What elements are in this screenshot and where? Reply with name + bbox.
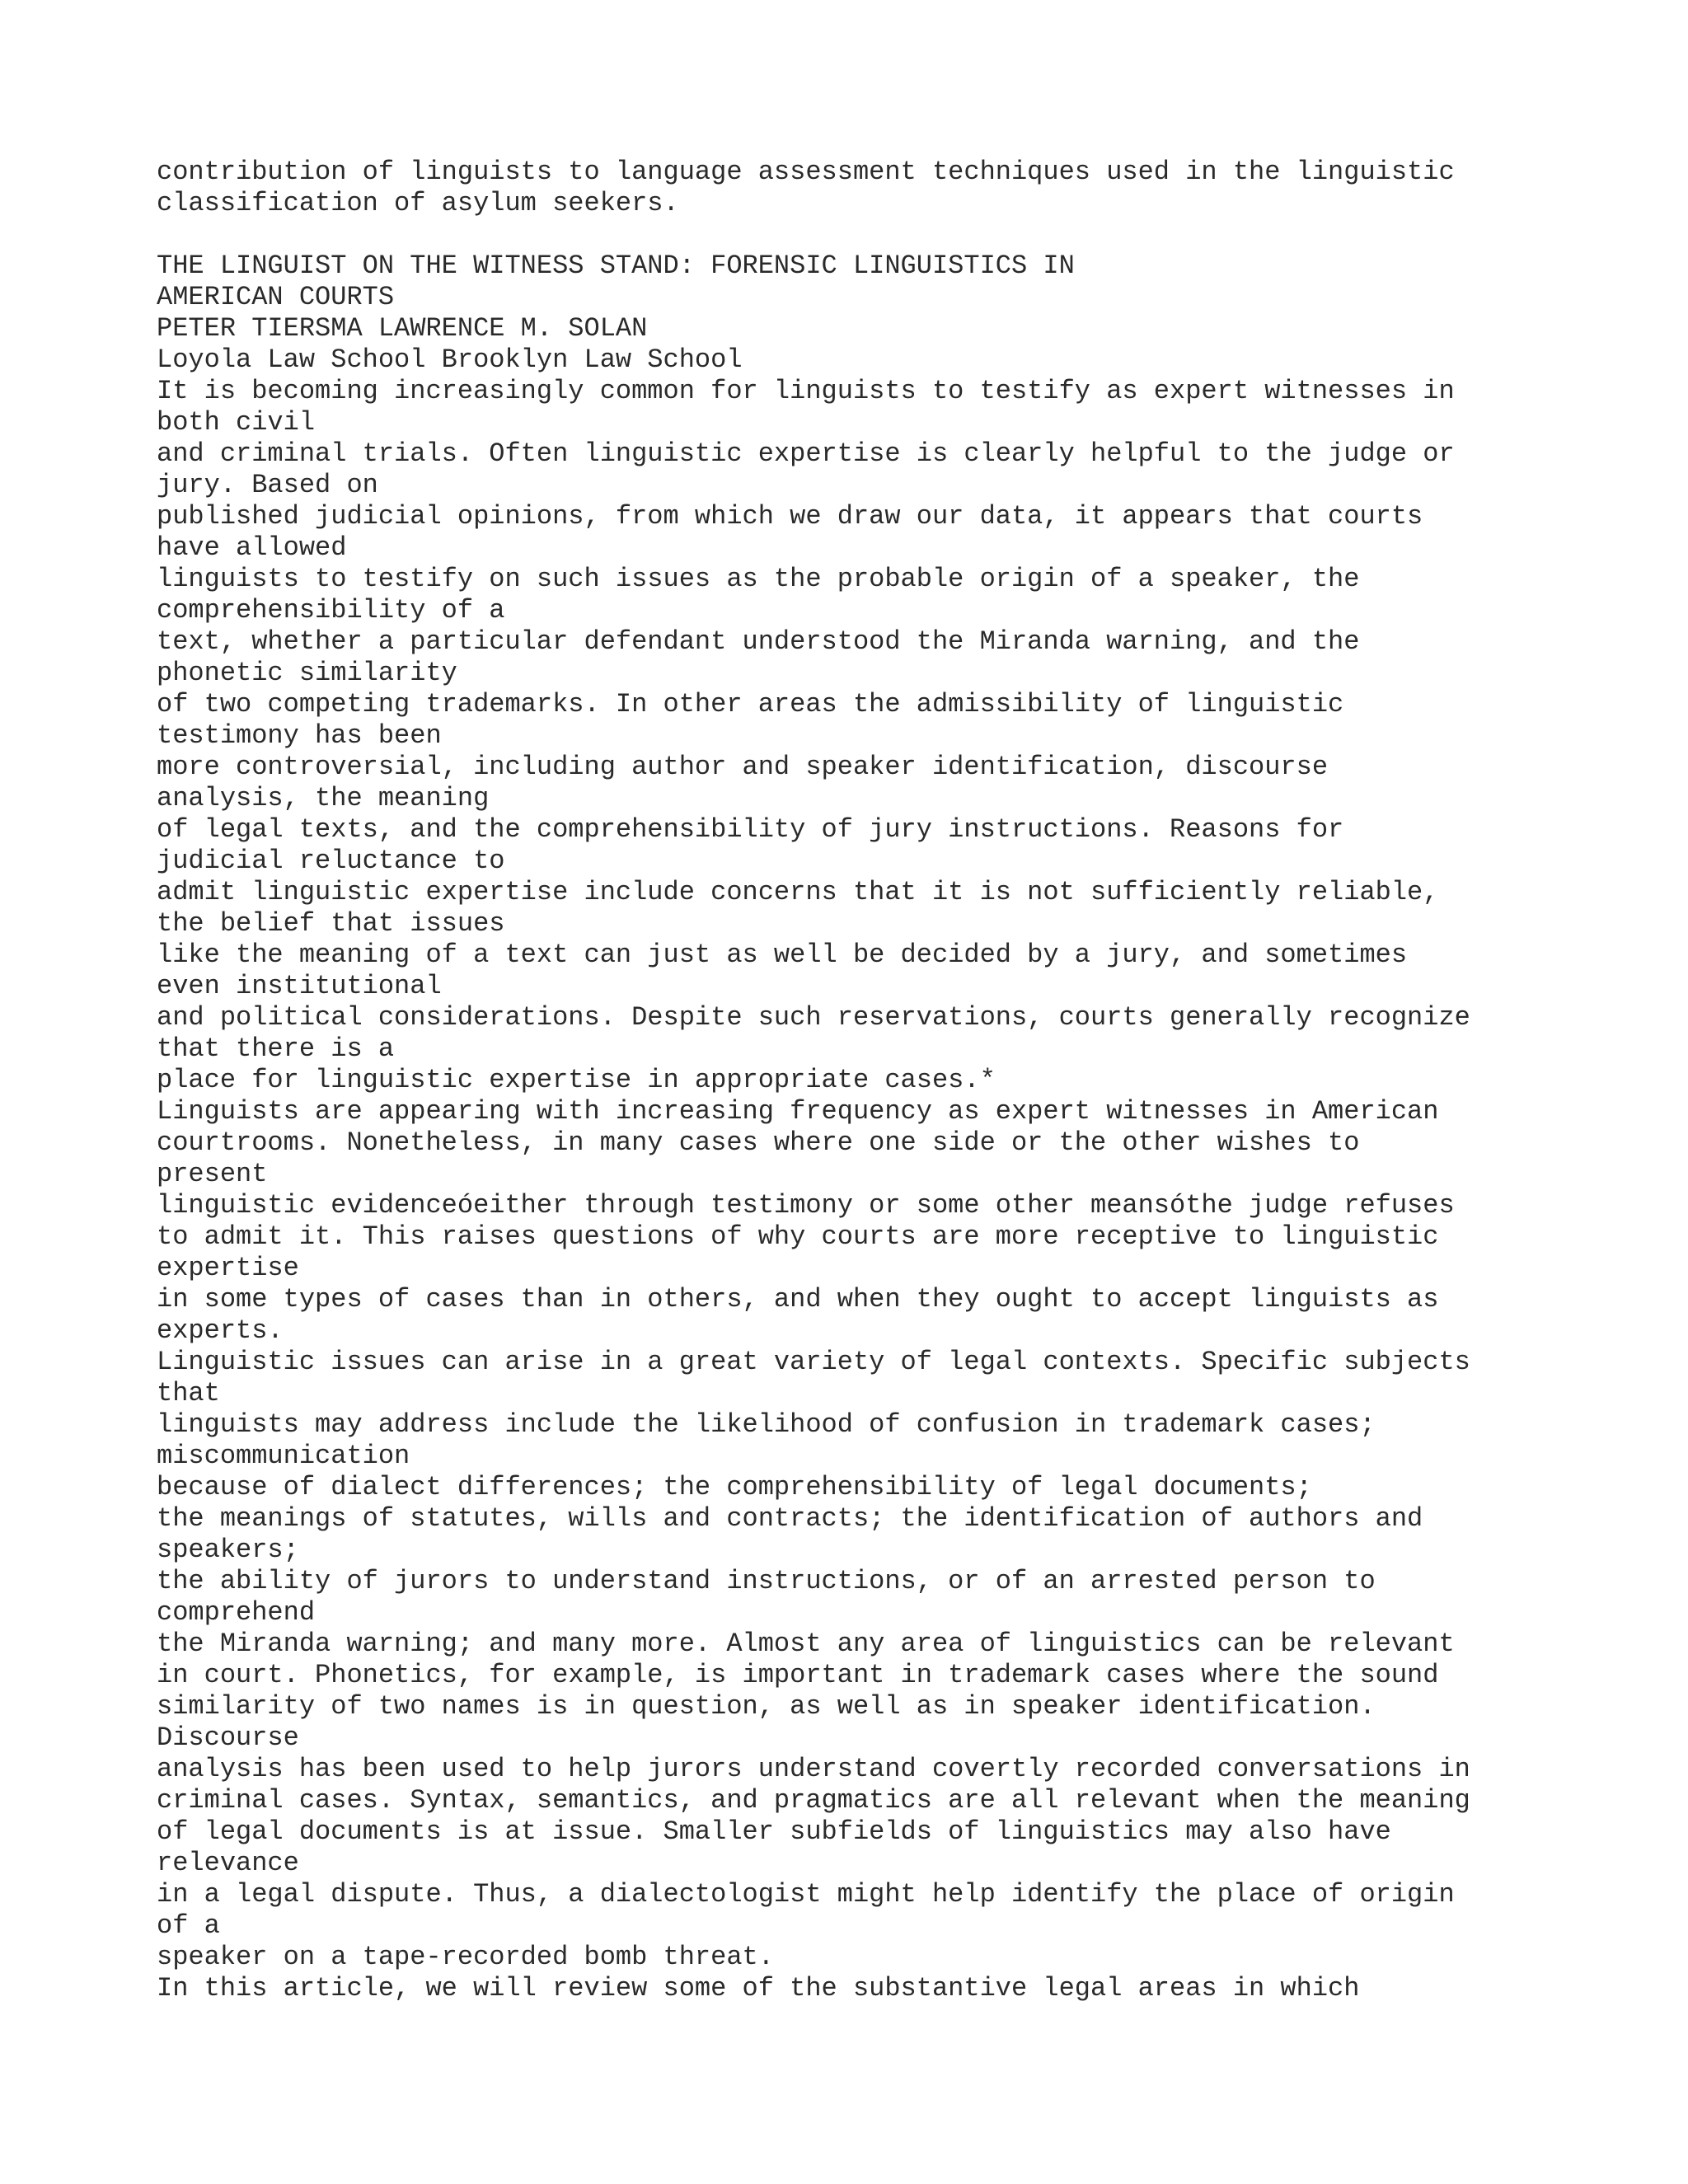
text-line: expertise [157,1253,299,1283]
text-line: place for linguistic expertise in appropriate cases.* [157,1065,996,1095]
text-line: have allowed [157,532,347,563]
text-line: of a [157,1910,220,1941]
text-line: text, whether a particular defendant understood the Miranda warning, and the [157,626,1360,657]
text-line: the Miranda warning; and many more. Almost any area of linguistics can be relevant [157,1629,1455,1659]
text-line: that [157,1378,220,1408]
text-line: It is becoming increasingly common for linguists to testify as expert witnesses in [157,376,1455,406]
text-line: to admit it. This raises questions of why courts are more receptive to linguistic [157,1221,1439,1252]
text-line: both civil [157,407,316,438]
blank-line [157,219,1470,251]
text-line: THE LINGUIST ON THE WITNESS STAND: FORENSIC LINGUISTICS IN [157,251,1075,281]
text-line: judicial reluctance to [157,846,505,876]
text-line: testimony has been [157,720,442,751]
text-line: linguistic evidenceóeither through testimony or some other meansóthe judge refuses [157,1190,1455,1221]
text-line: and criminal trials. Often linguistic expertise is clearly helpful to the judge or [157,438,1455,469]
text-line: relevance [157,1848,299,1878]
text-line: the ability of jurors to understand instructions, or of an arrested person to [157,1566,1376,1596]
text-line: similarity of two names is in question, as well as in speaker identification. [157,1691,1376,1722]
text-line: like the meaning of a text can just as well be decided by a jury, and sometimes [157,940,1408,970]
text-line: PETER TIERSMA LAWRENCE M. SOLAN [157,313,648,344]
text-line: Loyola Law School Brooklyn Law School [157,344,743,375]
text-line: of two competing trademarks. In other areas the admissibility of linguistic [157,689,1344,719]
text-line: contribution of linguists to language assessment techniques used in the linguistic [157,157,1455,187]
text-line: in court. Phonetics, for example, is important in trademark cases where the sound [157,1660,1439,1690]
text-line: analysis has been used to help jurors understand covertly recorded conversations in [157,1754,1470,1784]
text-line: analysis, the meaning [157,783,490,813]
text-line: more controversial, including author and speaker identification, discourse [157,752,1329,782]
text-line: Linguists are appearing with increasing frequency as expert witnesses in American [157,1096,1439,1127]
text-line: linguists to testify on such issues as the probable origin of a speaker, the [157,564,1360,594]
text-line: that there is a [157,1033,395,1064]
text-line: present [157,1159,268,1189]
text-line: the belief that issues [157,908,505,939]
text-line: Discourse [157,1722,299,1753]
text-line: speaker on a tape-recorded bomb threat. [157,1942,774,1972]
text-line: and political considerations. Despite such reservations, courts generally recognize [157,1002,1470,1033]
text-line: the meanings of statutes, wills and contracts; the identification of authors and [157,1503,1423,1534]
text-line: comprehend [157,1597,316,1628]
text-line: speakers; [157,1535,299,1565]
text-line: because of dialect differences; the comprehensibility of legal documents; [157,1472,1312,1502]
text-line: courtrooms. Nonetheless, in many cases where one side or the other wishes to [157,1127,1360,1158]
document-body [157,157,1470,2004]
text-line: experts. [157,1315,284,1346]
text-line: AMERICAN COURTS [157,282,395,312]
text-line: in a legal dispute. Thus, a dialectologist might help identify the place of origin [157,1879,1455,1910]
text-line: in some types of cases than in others, and when they ought to accept linguists as [157,1284,1439,1315]
text-line: Linguistic issues can arise in a great variety of legal contexts. Specific subjects [157,1347,1470,1377]
text-line: jury. Based on [157,470,378,500]
text-line: even institutional [157,971,442,1001]
text-line: admit linguistic expertise include concerns that it is not sufficiently reliable, [157,877,1439,907]
text-line: In this article, we will review some of the substantive legal areas in which [157,1973,1360,2004]
text-line: criminal cases. Syntax, semantics, and pragmatics are all relevant when the meaning [157,1785,1470,1816]
text-line: classification of asylum seekers. [157,188,679,218]
text-line: comprehensibility of a [157,595,505,626]
text-line: published judicial opinions, from which we draw our data, it appears that courts [157,501,1423,532]
text-line: of legal texts, and the comprehensibility of jury instructions. Reasons for [157,814,1344,845]
text-line: of legal documents is at issue. Smaller subfields of linguistics may also have [157,1816,1391,1847]
text-line: linguists may address include the likelihood of confusion in trademark cases; [157,1409,1376,1440]
text-line: miscommunication [157,1441,410,1471]
text-line: phonetic similarity [157,658,457,688]
